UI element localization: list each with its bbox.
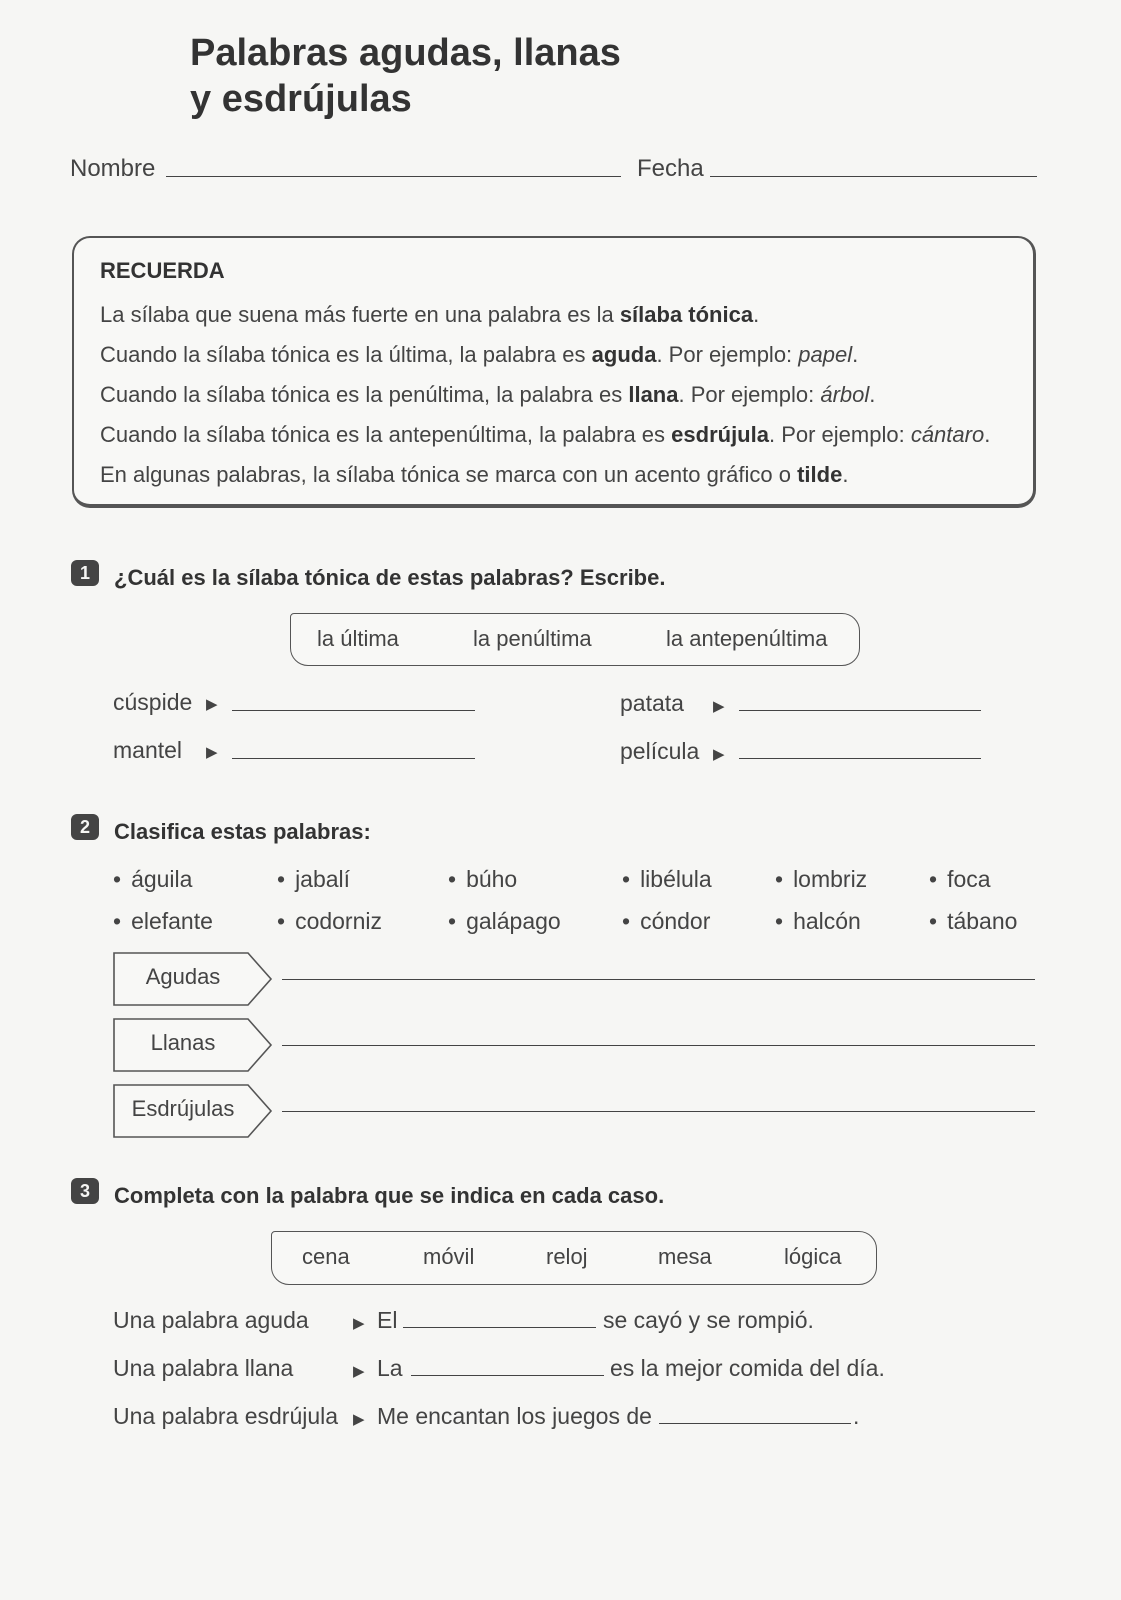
question-3-badge: 3: [71, 1178, 99, 1204]
q1-word: patata: [620, 690, 684, 716]
recuerda-line-3: Cuando la sílaba tónica es la penúltima, la palabra es llana. Por ejemplo: árbol.: [100, 382, 876, 407]
word-item: • galápago: [448, 908, 561, 935]
esdrujulas-answer-field[interactable]: [282, 1111, 1035, 1112]
word-item: • codorniz: [277, 908, 382, 935]
q3-option: móvil: [423, 1244, 475, 1269]
q3-answer-field[interactable]: [411, 1375, 604, 1376]
q3-item-after: .: [853, 1403, 860, 1429]
question-1-title: ¿Cuál es la sílaba tónica de estas palabras? Escribe.: [114, 565, 666, 590]
word-item: • lombriz: [775, 866, 867, 893]
title-line-1: Palabras agudas, llanas: [190, 32, 621, 74]
question-2-badge: 2: [71, 814, 99, 840]
arrow-right-icon: ▶: [353, 1363, 365, 1380]
category-tag-esdrujulas: [113, 1084, 273, 1138]
recuerda-heading: RECUERDA: [100, 258, 225, 283]
q1-answer-field[interactable]: [232, 758, 475, 759]
category-tag-agudas: [113, 952, 273, 1006]
word-item: • cóndor: [622, 908, 710, 935]
recuerda-box: [72, 236, 1036, 508]
date-field[interactable]: [710, 176, 1037, 177]
arrow-right-icon: ▶: [206, 744, 218, 761]
q3-item-after: se cayó y se rompió.: [603, 1307, 814, 1333]
recuerda-line-2: Cuando la sílaba tónica es la última, la palabra es aguda. Por ejemplo: papel.: [100, 342, 859, 367]
q1-word: mantel: [113, 737, 183, 763]
agudas-answer-field[interactable]: [282, 979, 1035, 980]
q3-option: cena: [302, 1244, 350, 1269]
question-1-badge: 1: [71, 560, 99, 586]
q1-word: cúspide: [113, 689, 193, 715]
q1-option: la última: [317, 626, 399, 651]
llanas-answer-field[interactable]: [282, 1045, 1035, 1046]
category-label: Llanas: [150, 1030, 216, 1055]
q3-option: mesa: [658, 1244, 712, 1269]
q3-item-label: Una palabra llana: [113, 1355, 294, 1381]
name-label: Nombre: [70, 155, 156, 182]
word-item: • foca: [929, 866, 991, 893]
q3-item-label: Una palabra aguda: [113, 1307, 309, 1333]
q1-answer-field[interactable]: [232, 710, 475, 711]
recuerda-line-1: La sílaba que suena más fuerte en una palabra es la sílaba tónica.: [100, 302, 760, 327]
q1-option: la penúltima: [473, 626, 592, 651]
recuerda-line-4: Cuando la sílaba tónica es la antepenúltima, la palabra es esdrújula. Por ejemplo: cántaro.: [100, 422, 991, 447]
page-title: [190, 30, 621, 122]
word-item: • águila: [113, 866, 192, 893]
q3-option: lógica: [784, 1244, 842, 1269]
q1-option: la antepenúltima: [666, 626, 828, 651]
q1-word: película: [620, 738, 700, 764]
q3-item-label: Una palabra esdrújula: [113, 1403, 339, 1429]
word-item: • libélula: [622, 866, 712, 893]
q3-item-before: Me encantan los juegos de: [377, 1403, 652, 1429]
word-item: • halcón: [775, 908, 861, 935]
q3-item-after: es la mejor comida del día.: [610, 1355, 885, 1381]
arrow-right-icon: ▶: [713, 698, 725, 715]
category-label: Esdrújulas: [131, 1096, 235, 1121]
word-item: • elefante: [113, 908, 213, 935]
word-item: • jabalí: [277, 866, 350, 893]
category-tag-llanas: [113, 1018, 273, 1072]
name-field[interactable]: [166, 176, 621, 177]
q3-answer-field[interactable]: [403, 1327, 596, 1328]
q1-answer-field[interactable]: [739, 710, 981, 711]
category-label: Agudas: [145, 964, 221, 989]
question-2-title: Clasifica estas palabras:: [114, 819, 371, 844]
arrow-right-icon: ▶: [713, 746, 725, 763]
q3-answer-field[interactable]: [659, 1423, 851, 1424]
title-line-2: y esdrújulas: [190, 78, 412, 120]
q3-options-box: [271, 1231, 877, 1285]
date-label: Fecha: [637, 155, 704, 182]
question-3-title: Completa con la palabra que se indica en cada caso.: [114, 1183, 665, 1208]
arrow-right-icon: ▶: [353, 1411, 365, 1428]
q3-option: reloj: [546, 1244, 588, 1269]
recuerda-line-5: En algunas palabras, la sílaba tónica se marca con un acento gráfico o tilde.: [100, 462, 849, 487]
q1-answer-field[interactable]: [739, 758, 981, 759]
word-item: • tábano: [929, 908, 1017, 935]
arrow-right-icon: ▶: [206, 696, 218, 713]
arrow-right-icon: ▶: [353, 1315, 365, 1332]
q1-options-box: [290, 613, 860, 666]
q3-item-before: El: [377, 1307, 398, 1333]
word-item: • búho: [448, 866, 517, 893]
q3-item-before: La: [377, 1355, 403, 1381]
